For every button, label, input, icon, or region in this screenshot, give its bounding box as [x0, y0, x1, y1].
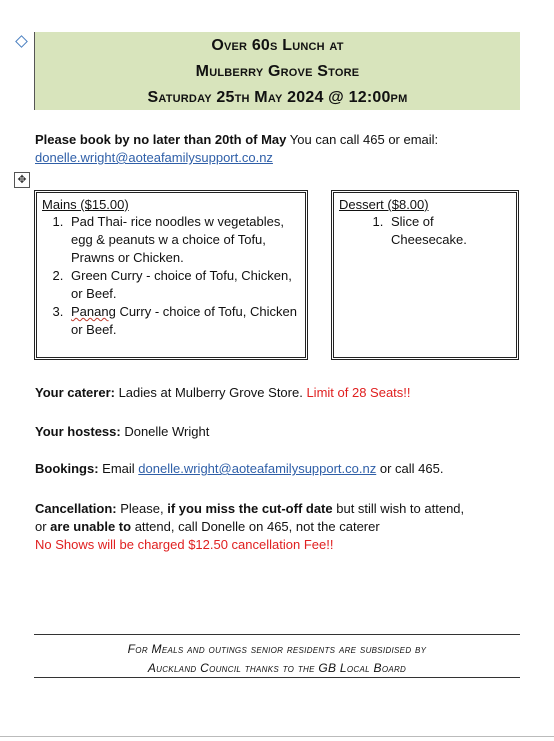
- bookings-email-link[interactable]: donelle.wright@aoteafamilysupport.co.nz: [138, 461, 377, 476]
- caterer-label: Your caterer:: [35, 385, 115, 400]
- hostess-name: Donelle Wright: [120, 424, 210, 439]
- no-show-fee: No Shows will be charged $12.50 cancellation Fee!!: [35, 537, 334, 552]
- cancellation-bold-2: are unable to: [50, 519, 132, 534]
- mains-item-3-name: Panang: [71, 304, 116, 319]
- cancellation-text-4: attend, call Donelle on 465, not the caterer: [131, 519, 380, 534]
- mains-menu-box: [34, 190, 308, 360]
- footer-line-2: Auckland Council thanks to the GB Local Board: [147, 661, 407, 675]
- seat-limit: Limit of 28 Seats!!: [306, 385, 411, 400]
- mains-title: Mains ($15.00): [42, 197, 129, 212]
- event-header: [34, 32, 520, 110]
- footer-note: [34, 640, 520, 678]
- bookings-label: Bookings:: [35, 461, 99, 476]
- cancellation-text-3: or: [35, 519, 51, 534]
- mains-list: [42, 213, 300, 339]
- cancellation-block: [35, 500, 525, 554]
- mains-item-2: 2. Green Curry - choice of Tofu, Chicken, or Beef.: [67, 267, 300, 303]
- booking-deadline: Please book by no later than 20th of May: [35, 132, 287, 147]
- page-bottom-edge: [0, 736, 554, 737]
- bookings-line: [35, 460, 525, 478]
- bookings-text: Email: [98, 461, 139, 476]
- table-move-handle-icon[interactable]: ✥: [14, 172, 30, 188]
- cancellation-text-2: but still wish to attend,: [332, 501, 465, 516]
- cancellation-text-1: Please,: [116, 501, 168, 516]
- intro-email-link[interactable]: donelle.wright@aoteafamilysupport.co.nz: [35, 150, 273, 165]
- cancellation-label: Cancellation:: [35, 501, 117, 516]
- footer-bottom-rule: [34, 677, 520, 678]
- booking-intro-text: You can call 465 or email:: [286, 132, 439, 147]
- bookings-tail: or call 465.: [376, 461, 444, 476]
- caterer-text: Ladies at Mulberry Grove Store.: [114, 385, 307, 400]
- caterer-line: [35, 384, 525, 402]
- footer-line-1: For Meals and outings senior residents are subsidised by: [127, 642, 427, 656]
- dessert-list: [339, 213, 511, 249]
- dessert-menu-box: [331, 190, 519, 360]
- mains-item-3: [67, 303, 300, 339]
- footer-top-rule: [34, 634, 520, 635]
- mains-item-3-text: Curry - choice of Tofu, Chicken or Beef.: [71, 304, 297, 337]
- dessert-title: Dessert ($8.00): [339, 197, 429, 212]
- dessert-item-1: 1. Slice of Cheesecake.: [387, 213, 511, 249]
- hostess-line: [35, 423, 525, 441]
- header-line-3: Saturday 25th May 2024 @ 12:00pm: [147, 89, 408, 106]
- anchor-diamond-icon: [15, 35, 28, 48]
- mains-item-1: 1. Pad Thai- rice noodles w vegetables, egg & peanuts w a choice of Tofu, Prawns or Chicken.: [67, 213, 300, 267]
- hostess-label: Your hostess:: [35, 424, 121, 439]
- cancellation-bold-1: if you miss the cut-off date: [167, 501, 333, 516]
- header-line-1: Over 60s Lunch at: [211, 37, 344, 54]
- header-line-2: Mulberry Grove Store: [195, 63, 360, 80]
- booking-intro: [35, 131, 520, 167]
